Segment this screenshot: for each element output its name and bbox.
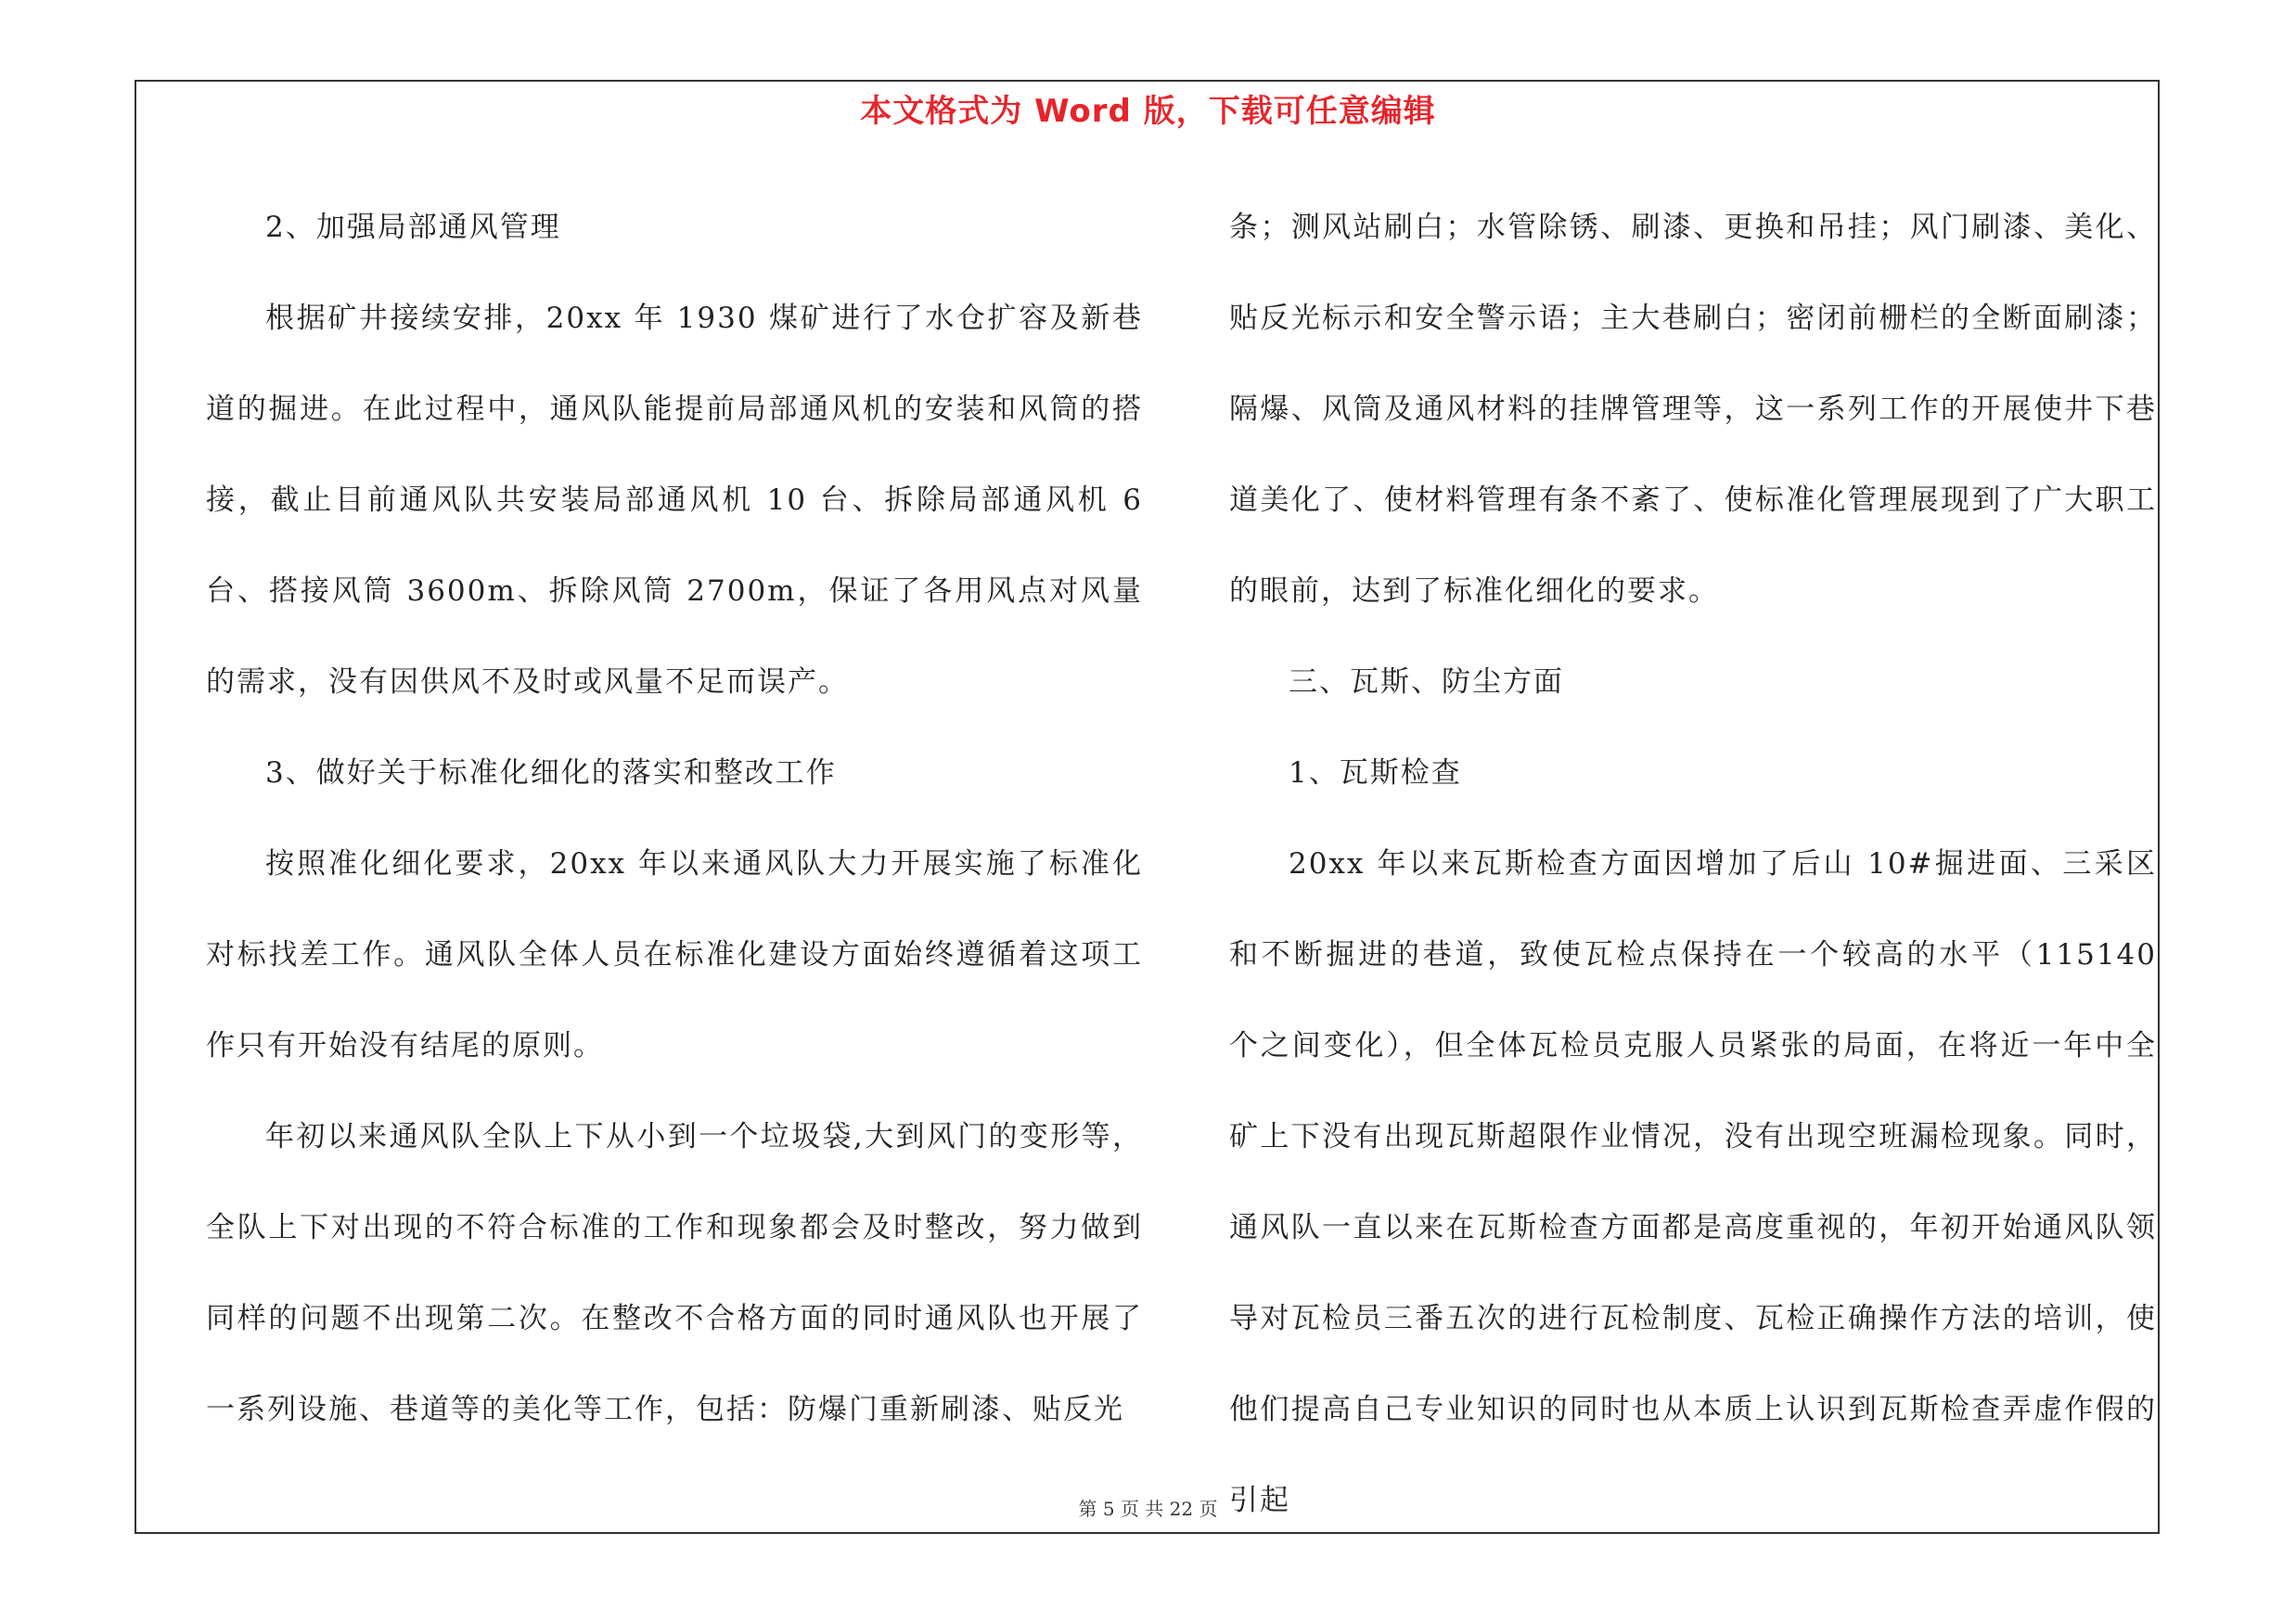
paragraph: 3、做好关于标准化细化的落实和整改工作 [265,756,837,790]
paragraph: 20xx 年以来瓦斯检查方面因增加了后山 10#掘进面、三采区和不断掘进的巷道，致使瓦检点保持在一个较高的水平（115140 个之间变化），但全体瓦检员克服人员紧张的局面，在将近一年中全矿上下没有出现瓦斯超限作业情况，没有出现空班漏检现象。同时，通风队一直以来在瓦斯检查方面都是高度重视的，年初开始通风队领导对瓦检员三番五次的进行瓦检制度、瓦检正确操作方法的培训，使他们提高自己专业知识的同时也从本质上认识到瓦斯检查弄虚作假的引起 [1229,847,2157,1517]
right-column [1229,182,2157,1546]
subsection-heading: 1、瓦斯检查 [1289,756,1462,790]
left-column [206,182,1143,1455]
paragraph: 根据矿井接续安排，20xx 年 1930 煤矿进行了水仓扩容及新巷道的掘进。在此过程中，通风队能提前局部通风机的安装和风筒的搭接，截止目前通风队共安装局部通风机 10 台、拆除局部通风机 6 台、搭接风筒 3600m、拆除风筒 2700m，保证了各用风点对风量的需求，没有因供风不及时或风量不足而误产。 [206,302,1143,699]
format-banner: 本文格式为 Word 版，下载可任意编辑 [860,93,1436,130]
paragraph: 2、加强局部通风管理 [265,211,561,244]
section-heading: 三、瓦斯、防尘方面 [1289,665,1564,699]
page-number: 第 5 页 共 22 页 [1078,1498,1218,1520]
paragraph: 年初以来通风队全队上下从小到一个垃圾袋,大到风门的变形等，全队上下对出现的不符合标准的工作和现象都会及时整改，努力做到同样的问题不出现第二次。在整改不合格方面的同时通风队也开展了一系列设施、巷道等的美化等工作，包括：防爆门重新刷漆、贴反光 [206,1120,1143,1426]
paragraph: 按照准化细化要求，20xx 年以来通风队大力开展实施了标准化对标找差工作。通风队全体人员在标准化建设方面始终遵循着这项工作只有开始没有结尾的原则。 [206,847,1143,1063]
paragraph: 条；测风站刷白；水管除锈、刷漆、更换和吊挂；风门刷漆、美化、贴反光标示和安全警示语；主大巷刷白；密闭前栅栏的全断面刷漆；隔爆、风筒及通风材料的挂牌管理等，这一系列工作的开展使井下巷道美化了、使材料管理有条不紊了、使标准化管理展现到了广大职工的眼前，达到了标准化细化的要求。 [1229,211,2157,608]
